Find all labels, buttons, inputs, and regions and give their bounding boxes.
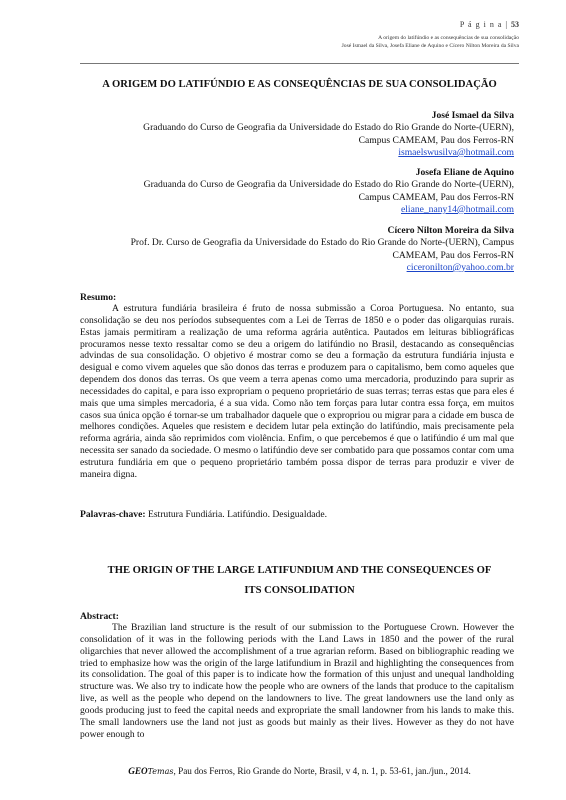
author-email-link[interactable]: eliane_nany14@hotmail.com	[400, 203, 514, 215]
author-block-3	[131, 225, 514, 274]
keywords-text: Estrutura Fundiária. Latifúndio. Desigualdade.	[147, 509, 327, 520]
author-affiliation: Prof. Dr. Curso de Geografia da Universidade do Estado do Rio Grande do Norte-(UERN), Campus	[130, 237, 514, 249]
author-affiliation-2: CAMEAM, Pau dos Ferros-RN	[392, 249, 514, 261]
running-authors: José Ismael da Silva, Josefa Eliane de Aquino e Cícero Nilton Moreira da Silva	[341, 43, 519, 49]
english-title-line-2: ITS CONSOLIDATION	[244, 585, 355, 596]
page-label: P á g i n a	[459, 20, 503, 29]
author-name: José Ismael da Silva	[431, 110, 514, 121]
header-rule	[80, 63, 519, 64]
abstract-label: Abstract:	[80, 611, 119, 622]
english-title-line-1: THE ORIGIN OF THE LARGE LATIFUNDIUM AND THE CONSEQUENCES OF	[107, 565, 492, 576]
abstract-text: The Brazilian land structure is the result of our submission to the Portuguese Crown. However the consolidation of it was in the following periods with the Land Laws in 1850 and the power of the rural oligarchies that never allowed the accomplishment of a true agrarian reform. Based on bibliographic reading we tried to emphasize how was the origin of the large latifundium in Brazil and highlighting the consequences from its consolidation. The goal of this paper is to indicate how the formation of this unjust and unequal landholding structure was. We also try to indicate how the people who are owners of the lands that produce to the capitalism live, as well as the people who depend on the landowners to live. The great landowners use the land only as goods producing just to feed the capital needs and expropriate the small landowner from his lands to make this. The small landowners use the land not just as goods but mainly as their lives. However as they do not have power enough to	[80, 622, 514, 740]
resumo-label: Resumo:	[80, 292, 117, 303]
page-footer	[80, 766, 519, 776]
journal-name: GEO	[128, 766, 148, 776]
journal-name-suffix: Temas	[147, 767, 174, 776]
author-affiliation: Graduando do Curso de Geografia da Universidade do Estado do Rio Grande do Norte-(UERN),	[143, 122, 514, 134]
author-affiliation: Graduanda do Curso de Geografia da Universidade do Estado do Rio Grande do Norte-(UERN),	[143, 179, 514, 191]
keywords	[80, 509, 327, 520]
author-email-link[interactable]: ismaelswusilva@hotmail.com	[398, 146, 514, 158]
author-block-1	[143, 110, 514, 159]
author-email-link[interactable]: ciceronilton@yahoo.com.br	[406, 261, 514, 273]
page-header-number: P á g i n a | 53	[459, 20, 519, 29]
author-block-2	[144, 167, 514, 216]
page-number: 53	[511, 20, 519, 29]
resumo-text: A estrutura fundiária brasileira é fruto de nossa submissão a Coroa Portuguesa. No entanto, sua consolidação se deu nos períodos subsequentes com a Lei de Terras de 1850 e o poder das oligarquias rurais. Estas jamais permitiram a realização de uma reforma agrária autêntica. Pautados em leituras bibliográficas procuramos nesse texto ressaltar como se deu a origem do latifúndio no Brasil, destacando as consequências advindas de sua consolidação. O objetivo é mostrar como se deu a formação da estrutura fundiária injusta e desigual e como vivem aqueles que são donos das terras e produzem para o capitalismo, bem como aqueles que dependem dos donos das terras. Os que veem a terra apenas como uma mercadoria, produzindo para suprir as necessidades do capital, e para isso expropriam o pequeno proprietário de suas terras; terras estas que para eles é mais que uma simples mercadoria, é a sua vida. Como não tem forças para lutar contra essa força, em muitos casos sua única opção é tornar-se um trabalhador daquele que o expropriou ou migrar para a cidade em busca de melhores condições. Aqueles que resistem e decidem lutar pela extinção do latifúndio, mais precisamente pela reforma agrária, ainda são reprimidos com violência. Enfim, o que percebemos é que o latifúndio é um mal que necessita ser sanado da sociedade. O mesmo o latifúndio deve ser combatido para que possamos contar com uma estrutura fundiária em que o pequeno proprietário também possa dispor de terras para produzir e viver de maneira digna.	[80, 303, 514, 480]
paper-title: A ORIGEM DO LATIFÚNDIO E AS CONSEQUÊNCIAS DE SUA CONSOLIDAÇÃO	[102, 79, 497, 90]
author-affiliation-2: Campus CAMEAM, Pau dos Ferros-RN	[358, 191, 514, 203]
running-title: A origem do latifúndio e as consequências de sua consolidação	[378, 35, 519, 41]
english-title	[80, 561, 519, 601]
footer-citation: , Pau dos Ferros, Rio Grande do Norte, Brasil, v 4, n. 1, p. 53-61, jan./jun., 2014.	[173, 766, 471, 776]
author-name: Josefa Eliane de Aquino	[415, 167, 514, 178]
author-name: Cícero Nilton Moreira da Silva	[387, 225, 514, 236]
author-affiliation-2: Campus CAMEAM, Pau dos Ferros-RN	[358, 134, 514, 146]
keywords-label: Palavras-chave:	[80, 509, 146, 520]
